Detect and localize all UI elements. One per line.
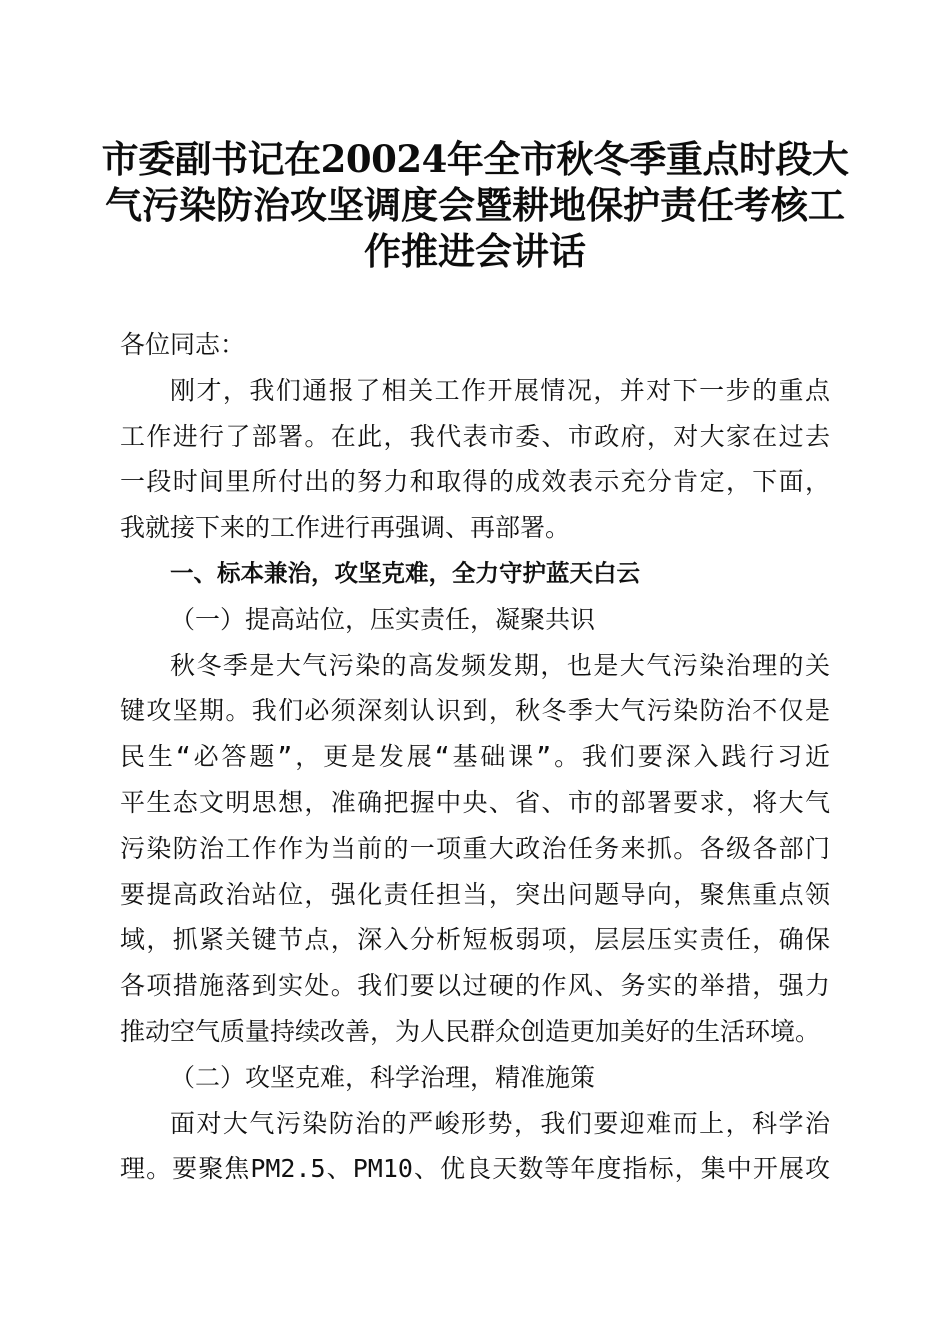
subsection-heading: （二）攻坚克难，科学治理，精准施策 [170, 1062, 596, 1092]
section-heading: 一、标本兼治，攻坚克难，全力守护蓝天白云 [170, 558, 640, 587]
paragraph-line: 推动空气质量持续改善，为人民群众创造更加美好的生活环境。 [120, 1016, 821, 1046]
paragraph-line: 键攻坚期。我们必须深刻认识到，秋冬季大气污染防治不仅是 [120, 696, 830, 726]
paragraph-line: 秋冬季是大气污染的高发频发期，也是大气污染治理的关 [170, 650, 830, 680]
title-line: 气污染防治攻坚调度会暨耕地保护责任考核工 [105, 183, 845, 227]
paragraph-line: 工作进行了部署。在此，我代表市委、市政府，对大家在过去 [120, 421, 830, 451]
paragraph-line: 民生“必答题”，更是发展“基础课”。我们要深入践行习近 [120, 742, 830, 772]
paragraph-line: 我就接下来的工作进行再强调、再部署。 [120, 513, 571, 543]
paragraph-line: 各项措施落到实处。我们要以过硬的作风、务实的举措，强力 [120, 971, 830, 1001]
subsection-heading: （一）提高站位，压实责任，凝聚共识 [170, 604, 596, 634]
document-body [120, 322, 830, 1192]
paragraph-line: 刚才，我们通报了相关工作开展情况，并对下一步的重点 [170, 375, 830, 405]
paragraph-line: 污染防治工作作为当前的一项重大政治任务来抓。各级各部门 [120, 833, 830, 863]
paragraph-line: 一段时间里所付出的努力和取得的成效表示充分肯定，下面， [120, 467, 830, 497]
paragraph-line: 域，抓紧关键节点，深入分析短板弱项，层层压实责任，确保 [120, 925, 830, 955]
title-line: 市委副书记在20024年全市秋冬季重点时段大 [101, 137, 849, 181]
document-title [100, 136, 850, 274]
title-line: 作推进会讲话 [364, 229, 586, 273]
salutation: 各位同志： [120, 330, 246, 359]
paragraph-line: 面对大气污染防治的严峻形势，我们要迎难而上，科学治 [170, 1108, 830, 1138]
paragraph-line: 平生态文明思想，准确把握中央、省、市的部署要求，将大气 [120, 787, 830, 817]
paragraph-line: 要提高政治站位，强化责任担当，突出问题导向，聚焦重点领 [120, 879, 830, 909]
paragraph-line: 理。要聚焦PM2.5、PM10、优良天数等年度指标，集中开展攻 [120, 1154, 830, 1184]
